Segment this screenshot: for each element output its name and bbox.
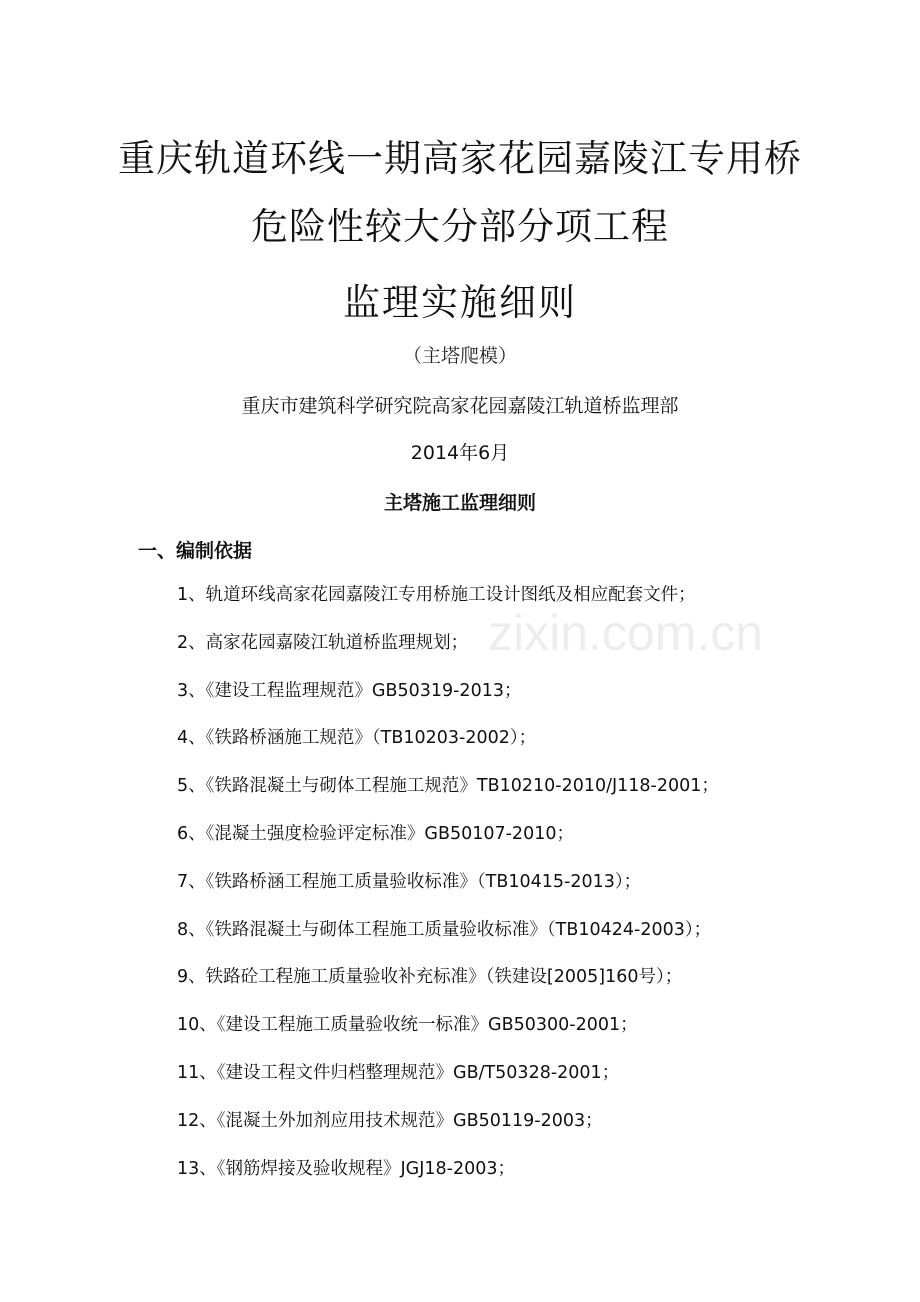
title-line-3: 监理实施细则 bbox=[343, 281, 577, 324]
title-line-2: 危险性较大分部分项工程 bbox=[251, 205, 669, 248]
list-item: 1、轨道环线高家花园嘉陵江专用桥施工设计图纸及相应配套文件； bbox=[177, 585, 696, 605]
list-item: 10、《建设工程施工质量验收统一标准》GB50300-2001； bbox=[177, 1015, 638, 1036]
list-item: 11、《建设工程文件归档整理规范》GB/T50328-2001； bbox=[177, 1062, 620, 1083]
document-date: 2014年6月 bbox=[410, 442, 510, 464]
watermark: zixin.com.cn bbox=[488, 605, 764, 661]
document-heading: 主塔施工监理细则 bbox=[383, 492, 536, 514]
subtitle: （主塔爬模） bbox=[402, 345, 517, 367]
list-item: 8、《铁路混凝土与砌体工程施工质量验收标准》（TB10424-2003）； bbox=[177, 919, 712, 940]
list-item: 9、铁路砼工程施工质量验收补充标准》（铁建设[2005]160号）； bbox=[177, 967, 683, 988]
section-heading: 一、编制依据 bbox=[138, 540, 253, 562]
list-item: 7、《铁路桥涵工程施工质量验收标准》（TB10415-2013）； bbox=[177, 871, 642, 892]
list-item: 3、《建设工程监理规范》GB50319-2013； bbox=[177, 680, 522, 701]
list-item: 4、《铁路桥涵施工规范》（TB10203-2002）； bbox=[177, 728, 537, 749]
list-item: 13、《钢筋焊接及验收规程》JGJ18-2003； bbox=[177, 1158, 516, 1179]
basis-list bbox=[177, 583, 719, 1204]
list-item: 6、《混凝土强度检验评定标准》GB50107-2010； bbox=[177, 823, 574, 844]
list-item: 2、高家花园嘉陵江轨道桥监理规划； bbox=[177, 632, 469, 653]
list-item: 5、《铁路混凝土与砌体工程施工规范》TB10210-2010/J118-2001； bbox=[177, 776, 719, 797]
title-line-1: 重庆轨道环线一期高家花园嘉陵江专用桥 bbox=[118, 137, 802, 180]
organization: 重庆市建筑科学研究院高家花园嘉陵江轨道桥监理部 bbox=[241, 395, 679, 417]
list-item: 12、《混凝土外加剂应用技术规范》GB50119-2003； bbox=[177, 1110, 603, 1131]
